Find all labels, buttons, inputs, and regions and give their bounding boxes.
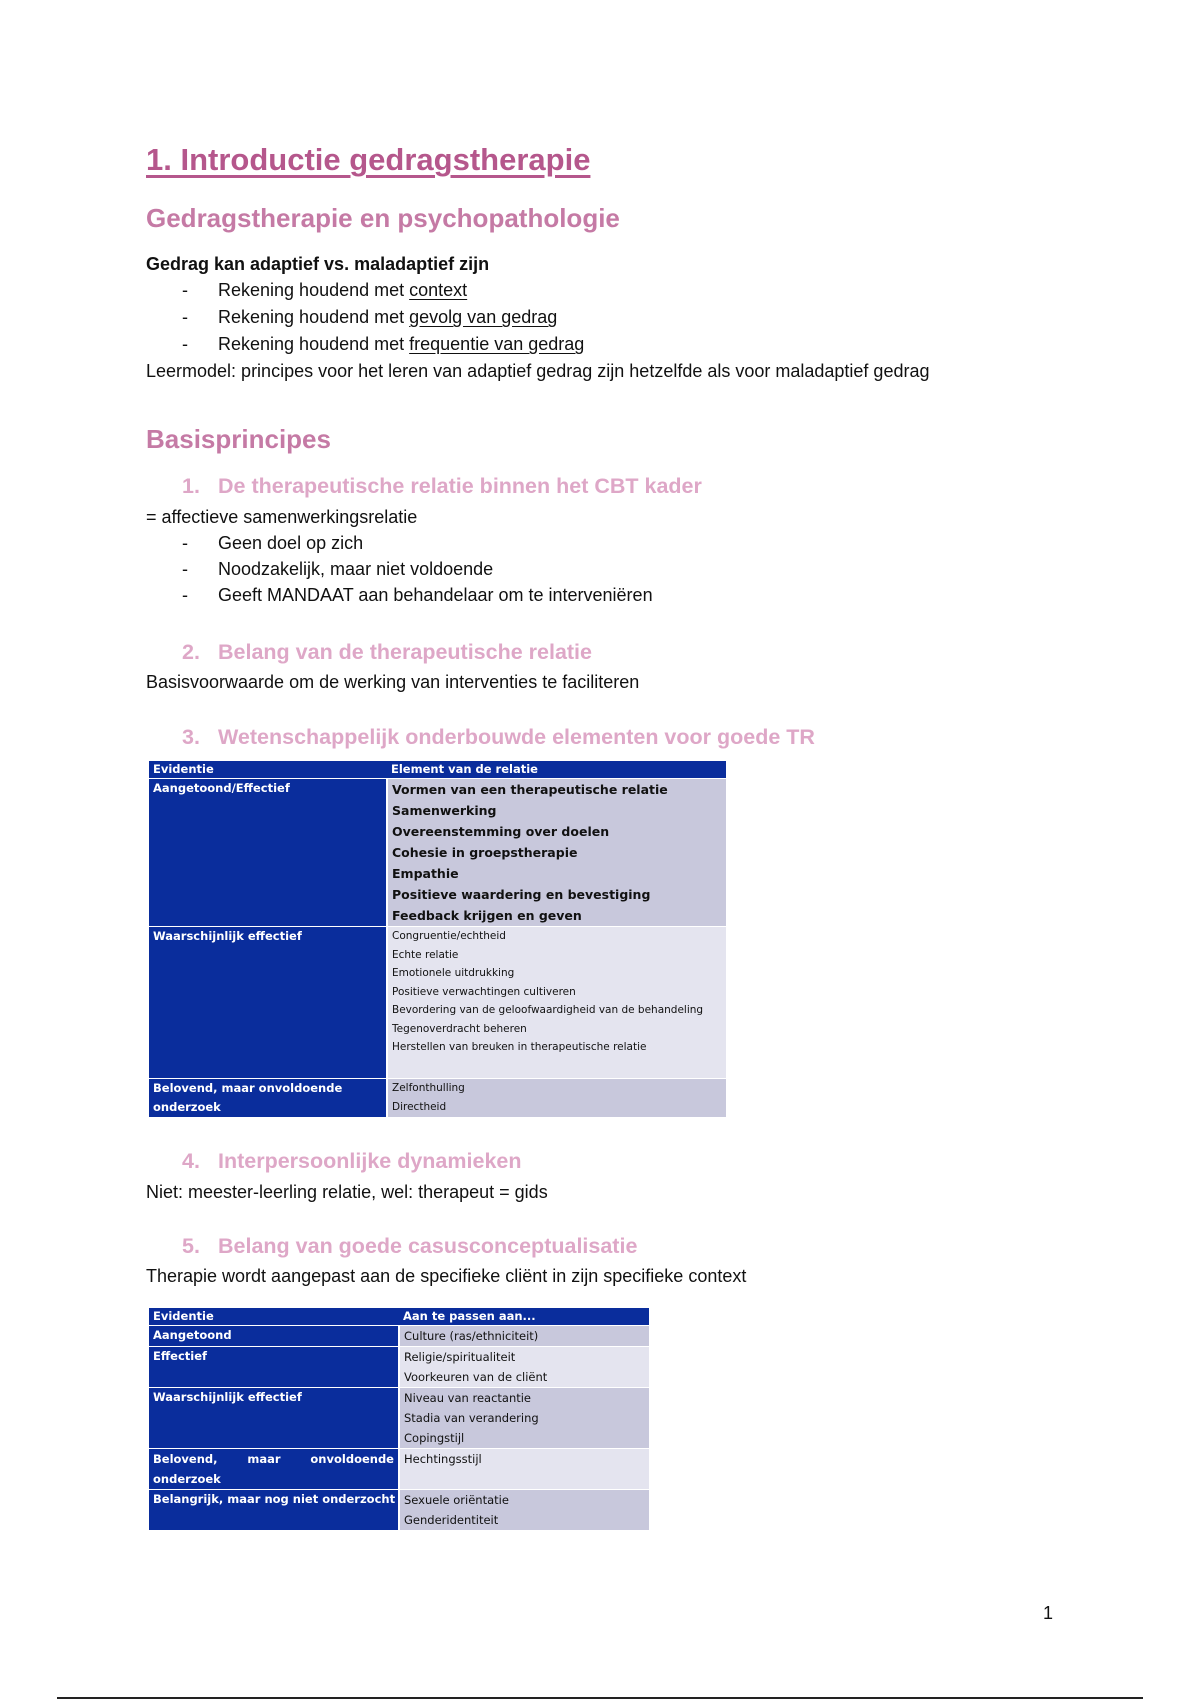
- element-item: Genderidentiteit: [404, 1513, 499, 1527]
- table-row: [149, 927, 726, 1079]
- table-header-row: [149, 761, 726, 779]
- document-page: 1. Introductie gedragstherapie Gedragstherapie en psychopathologie Gedrag kan adaptief vs. maladaptief zijn - Rekening houdend met context - Rekening houdend met gevolg van gedrag - Rekening houdend met frequentie van gedrag Leermodel: principes voor het leren van adaptief gedrag zijn hetzelfde als voor maladaptief gedrag Basisprincipes 1. De therapeutische relatie binnen het CBT kader = affectieve samenwerkingsrelatie - Geen doel op zich - Noodzakelijk, maar niet voldoende - Geeft MANDAAT aan behandelaar om te interveniëren 2. Belang van de therapeutische relatie Basisvoorwaarde om de werking van interventies te faciliteren 3. Wetenschappelijk onderbouwde elementen voor goede TR Evidentie Element van de relatie Aangetoond/Effectief Vormen van een therapeutische relatie Samenwerking Overeenstemming over doelen Cohesie in groepstherapie Empathie Positieve waardering en bevestiging Feedback krijgen en geven Waarschijnlijk effectief Congruentie/echtheid Echte relatie Emotionele uitdrukking Positieve verwachtingen cultiveren Bevordering van de geloofwaardigheid van de behandeling Tegenoverdracht beheren Herstellen van breuken in therapeutische relatie Belovend, maar onvoldoende onderzoek Zelfonthulling Directheid 4. Interpersoonlijke dynamieken Niet: meester-leerling relatie, wel: therapeut = gids 5. Belang van goede casusconceptualisatie Therapie wordt aangepast aan de specifieke cliënt in zijn specifieke context Evidentie Aan te passen aan... Aangetoond Culture (ras/ethniciteit) Effectief Religie/spiritualiteit Voorkeuren van de cliënt Waarschijnlijk effectief Niveau van reactantie Stadia van verandering Copingstijl Belovend, maar onvoldoende onderzoek Hechtingsstijl Belangrijk, maar nog niet onderzocht Sexuele oriëntatie Genderidentiteit 1: [0, 0, 1200, 1700]
- element-item: Culture (ras/ethniciteit): [404, 1329, 539, 1343]
- element-item: Empathie: [392, 866, 459, 881]
- page-title: 1. Introductie gedragstherapie: [146, 142, 591, 177]
- elements-cell: [399, 1388, 649, 1449]
- numbered-heading-5: 5. Belang van goede casusconceptualisatie: [182, 1234, 638, 1258]
- interpersonal-text: Niet: meester-leerling relatie, wel: therapeut = gids: [146, 1182, 548, 1202]
- elements-cell: [399, 1449, 649, 1490]
- elements-cell: [399, 1326, 649, 1347]
- numbered-heading-3: 3. Wetenschappelijk onderbouwde elementen voor goede TR: [182, 725, 815, 749]
- element-item: Feedback krijgen en geven: [392, 908, 582, 923]
- evidence-cell: Aangetoond: [149, 1326, 399, 1347]
- table-header-cell: Evidentie: [149, 761, 387, 779]
- element-item: Cohesie in groepstherapie: [392, 845, 578, 860]
- table-row: [149, 1388, 649, 1449]
- evidence-cell: Belovend, maar onvoldoende onderzoek: [149, 1449, 399, 1490]
- element-item: Sexuele oriëntatie: [404, 1493, 509, 1507]
- element-item: Echte relatie: [392, 948, 459, 961]
- element-item: Positieve verwachtingen cultiveren: [392, 985, 576, 998]
- evidence-cell: Aangetoond/Effectief: [149, 779, 387, 927]
- table-row: [149, 1347, 649, 1388]
- evidence-cell: Belangrijk, maar nog niet onderzocht: [149, 1490, 399, 1531]
- section-heading-psychopathologie: Gedragstherapie en psychopathologie: [146, 203, 620, 233]
- elements-cell: [399, 1347, 649, 1388]
- evidence-cell: Belovend, maar onvoldoende onderzoek: [149, 1079, 387, 1118]
- element-item: Religie/spiritualiteit: [404, 1350, 516, 1364]
- bullet-dash: -: [182, 280, 188, 300]
- table-header-row: [149, 1308, 649, 1326]
- table-header-cell: Element van de relatie: [387, 761, 726, 779]
- bullet-prefix: Rekening houdend met: [218, 280, 410, 300]
- element-item: Herstellen van breuken in therapeutische relatie: [392, 1041, 647, 1053]
- element-item: Congruentie/echtheid: [392, 930, 506, 942]
- element-item: Directheid: [392, 1100, 447, 1113]
- footer-divider: [57, 1697, 1143, 1699]
- numbered-heading-4: 4. Interpersoonlijke dynamieken: [182, 1149, 522, 1173]
- relation-importance-text: Basisvoorwaarde om de werking van interventies te faciliteren: [146, 672, 640, 692]
- element-item: Copingstijl: [404, 1431, 465, 1445]
- bullet-prefix: Rekening houdend met: [218, 334, 410, 354]
- bullet-term: gevolg van gedrag: [409, 307, 558, 327]
- page-number: 1: [1043, 1603, 1054, 1623]
- elements-cell: [399, 1490, 649, 1531]
- element-item: Vormen van een therapeutische relatie: [392, 782, 668, 797]
- elements-cell: [387, 1079, 726, 1118]
- element-item: Emotionele uitdrukking: [392, 967, 515, 979]
- bullet-prefix: Rekening houdend met: [218, 307, 410, 327]
- element-item: Positieve waardering en bevestiging: [392, 887, 651, 902]
- table-row: [149, 1079, 726, 1118]
- element-item: Niveau van reactantie: [404, 1391, 532, 1405]
- section-heading-basisprincipes: Basisprincipes: [146, 424, 331, 454]
- evidence-table-adaptation: [149, 1308, 649, 1531]
- relation-intro: = affectieve samenwerkingsrelatie: [146, 507, 418, 527]
- evidence-cell: Waarschijnlijk effectief: [149, 927, 387, 1079]
- table-header-cell: Aan te passen aan...: [399, 1308, 649, 1326]
- element-item: Stadia van verandering: [404, 1411, 539, 1425]
- element-item: Zelfonthulling: [392, 1082, 465, 1094]
- element-item: Samenwerking: [392, 803, 497, 818]
- bullet-dash: -: [182, 533, 188, 553]
- element-item: Bevordering van de geloofwaardigheid van de behandeling: [392, 1004, 704, 1016]
- element-item: Overeenstemming over doelen: [392, 824, 610, 839]
- elements-cell: [387, 927, 726, 1079]
- bullet-dash: -: [182, 559, 188, 579]
- leermodel-text: Leermodel: principes voor het leren van adaptief gedrag zijn hetzelfde als voor maladaptief gedrag: [146, 361, 930, 381]
- table-row: [149, 1490, 649, 1531]
- bullet-term: context: [409, 280, 468, 300]
- bullet-term: frequentie van gedrag: [409, 334, 585, 354]
- element-item: Hechtingsstijl: [404, 1452, 482, 1466]
- lead-text: Gedrag kan adaptief vs. maladaptief zijn: [146, 254, 490, 274]
- table-row: [149, 779, 726, 927]
- numbered-heading-1: 1. De therapeutische relatie binnen het CBT kader: [182, 474, 702, 498]
- bullet-dash: -: [182, 585, 188, 605]
- evidence-table-relation: [149, 761, 726, 1118]
- table-row: [149, 1449, 649, 1490]
- bullet-dash: -: [182, 307, 188, 327]
- table-row: [149, 1326, 649, 1347]
- element-item: Voorkeuren van de cliënt: [404, 1370, 548, 1384]
- evidence-cell: Effectief: [149, 1347, 399, 1388]
- bullet-dash: -: [182, 334, 188, 354]
- numbered-heading-2: 2. Belang van de therapeutische relatie: [182, 640, 592, 664]
- elements-cell: [387, 779, 726, 927]
- conceptualisation-text: Therapie wordt aangepast aan de specifieke cliënt in zijn specifieke context: [146, 1266, 747, 1286]
- element-item: Tegenoverdracht beheren: [392, 1022, 527, 1035]
- evidence-cell: Waarschijnlijk effectief: [149, 1388, 399, 1449]
- table-header-cell: Evidentie: [149, 1308, 399, 1326]
